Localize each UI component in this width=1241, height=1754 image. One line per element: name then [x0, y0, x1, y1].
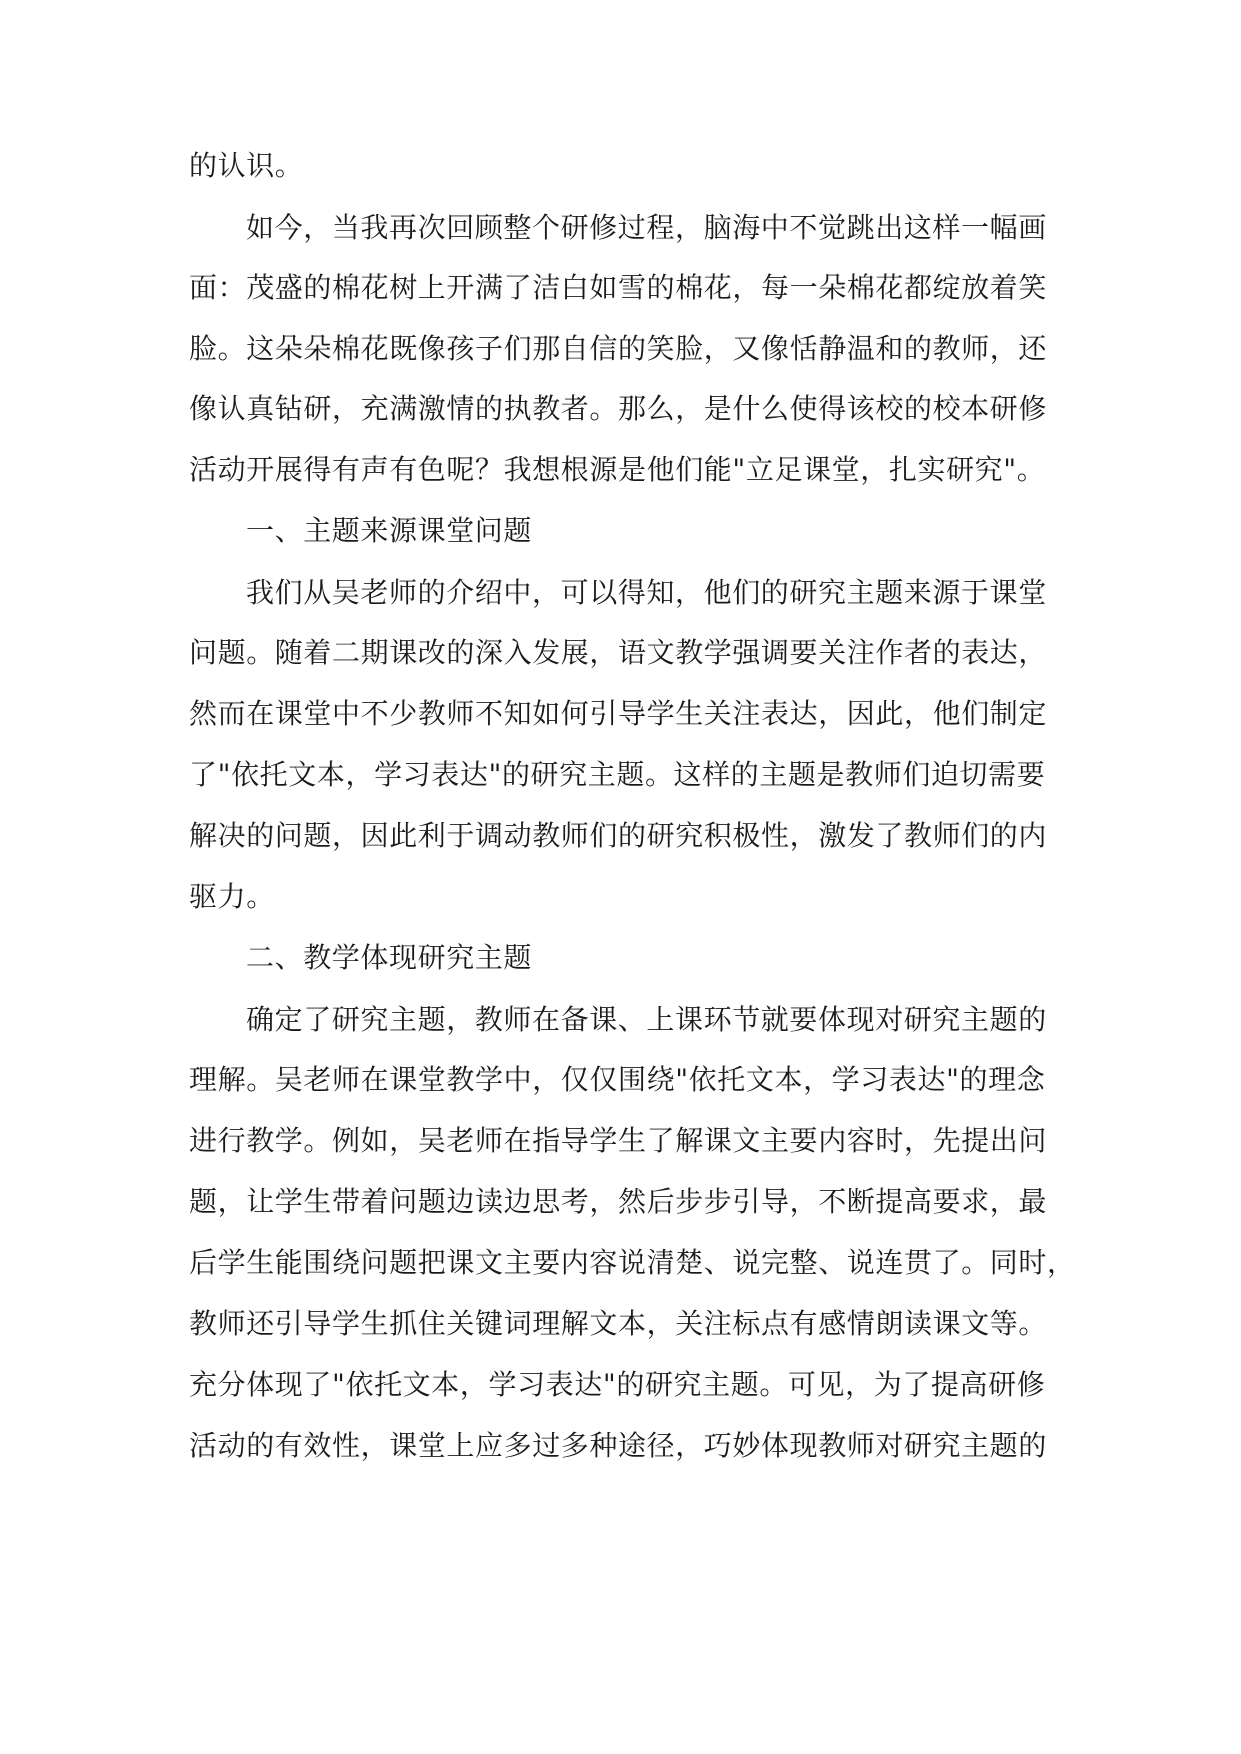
- section-heading: 一、主题来源课堂问题: [246, 514, 533, 547]
- paragraph-line: 活动的有效性，课堂上应多过多种途径，巧妙体现教师对研究主题的: [189, 1429, 1048, 1462]
- paragraph-line: 解决的问题，因此利于调动教师们的研究积极性，激发了教师们的内: [189, 819, 1048, 852]
- paragraph-line: 问题。随着二期课改的深入发展，语文教学强调要关注作者的表达，: [189, 636, 1048, 669]
- paragraph-line: 的认识。: [189, 149, 304, 182]
- paragraph-line: 脸。这朵朵棉花既像孩子们那自信的笑脸，又像恬静温和的教师，还: [189, 332, 1048, 365]
- paragraph-line: 题，让学生带着问题边读边思考，然后步步引导，不断提高要求，最: [189, 1185, 1048, 1218]
- paragraph-line: 如今，当我再次回顾整个研修过程，脑海中不觉跳出这样一幅画: [246, 211, 1047, 244]
- paragraph-line: 确定了研究主题，教师在备课、上课环节就要体现对研究主题的: [246, 1003, 1047, 1036]
- paragraph-line: 然而在课堂中不少教师不知如何引导学生关注表达，因此，他们制定: [189, 697, 1048, 730]
- paragraph-line: 充分体现了"依托文本，学习表达"的研究主题。可见，为了提高研修: [189, 1368, 1046, 1401]
- paragraph-line: 活动开展得有声有色呢？我想根源是他们能"立足课堂，扎实研究"。: [189, 453, 1046, 486]
- paragraph-line: 面：茂盛的棉花树上开满了洁白如雪的棉花，每一朵棉花都绽放着笑: [189, 271, 1048, 304]
- paragraph-line: 理解。吴老师在课堂教学中，仅仅围绕"依托文本，学习表达"的理念: [189, 1063, 1046, 1096]
- paragraph-line: 后学生能围绕问题把课文主要内容说清楚、说完整、说连贯了。同时，: [189, 1246, 1076, 1279]
- paragraph-line: 教师还引导学生抓住关键词理解文本，关注标点有感情朗读课文等。: [189, 1307, 1048, 1340]
- paragraph-line: 了"依托文本，学习表达"的研究主题。这样的主题是教师们迫切需要: [189, 758, 1046, 791]
- paragraph-line: 像认真钻研，充满激情的执教者。那么，是什么使得该校的校本研修: [189, 392, 1048, 425]
- paragraph-line: 我们从吴老师的介绍中，可以得知，他们的研究主题来源于课堂: [246, 576, 1047, 609]
- paragraph-line: 驱力。: [189, 880, 275, 913]
- paragraph-line: 进行教学。例如，吴老师在指导学生了解课文主要内容时，先提出问: [189, 1124, 1048, 1157]
- section-heading: 二、教学体现研究主题: [246, 941, 533, 974]
